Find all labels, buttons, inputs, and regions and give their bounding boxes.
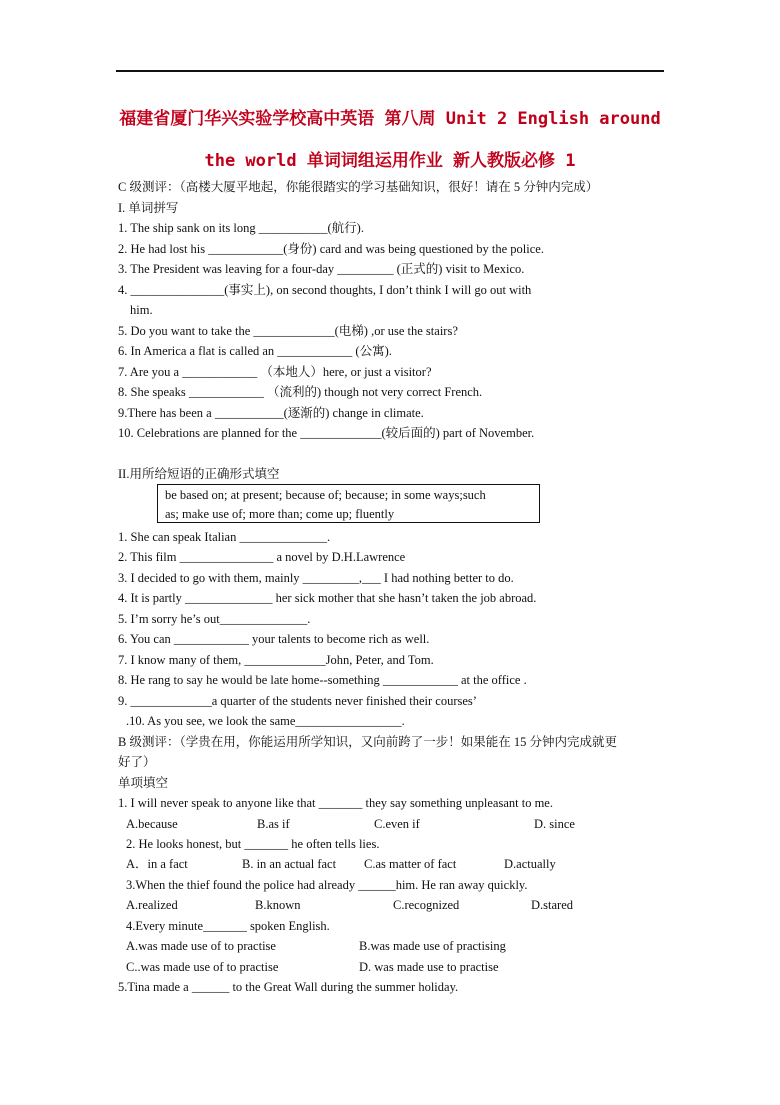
top-rule [116,70,664,72]
option-b: B.known [255,898,301,912]
option-c: C.as matter of fact [364,857,457,871]
option-b: B.was made use of practising [359,939,506,953]
option-d: D. since [534,817,575,831]
option-b: B.as if [257,817,290,831]
list-item: 6. You can ____________ your talents to become rich as well. [118,632,430,646]
option-d: D.stared [531,898,573,912]
option-d: D. was made use to practise [359,960,499,974]
section-b-intro: B 级测评：（学贵在用，你能运用所学知识，又向前跨了一步！如果能在 15 分钟内完成就更 [118,735,617,749]
option-c: C.recognized [393,898,460,912]
list-item: 4. _______________(事实上), on second thoughts, I don’t think I will go out with [118,283,532,297]
list-item: 7. I know many of them, _____________John, Peter, and Tom. [118,653,434,667]
list-item: 3. The President was leaving for a four-day _________ (正式的) visit to Mexico. [118,262,525,276]
list-item: 3. I decided to go with them, mainly _________,___ I had nothing better to do. [118,571,514,585]
list-item-continuation: him. [130,303,153,317]
part1-heading: I. 单词拼写 [118,201,179,215]
list-item: 4. It is partly ______________ her sick mother that she hasn’t taken the job abroad. [118,591,537,605]
option-b: B. in an actual fact [242,857,337,871]
list-item: 2. He had lost his ____________(身份) card and was being questioned by the police. [118,242,544,256]
option-a: A.realized [126,898,178,912]
phrase-box-line: as; make use of; more than; come up; fluently [165,507,395,521]
option-a: A．in a fact [126,857,188,871]
phrase-box [157,484,540,523]
list-item: 6. In America a flat is called an ____________ (公寓). [118,344,392,358]
option-c: C.even if [374,817,420,831]
section-b-intro-continuation: 好了） [118,755,156,769]
option-d: D.actually [504,857,556,871]
question: 2. He looks honest, but _______ he often tells lies. [126,837,380,851]
section-c-intro: C 级测评：（高楼大厦平地起，你能很踏实的学习基础知识，很好！请在 5 分钟内完成） [118,180,599,194]
list-item: 1. She can speak Italian ______________. [118,530,331,544]
part2-heading: II.用所给短语的正确形式填空 [118,467,280,481]
question: 4.Every minute_______ spoken English. [126,919,330,933]
list-item: 5. I’m sorry he’s out______________. [118,612,311,626]
phrase-box-line: be based on; at present; because of; because; in some ways;such [165,488,486,502]
question: 5.Tina made a ______ to the Great Wall during the summer holiday. [118,980,459,994]
option-a: A.was made use of to practise [126,939,276,953]
option-c: C..was made use of to practise [126,960,279,974]
list-item: 5. Do you want to take the _____________(电梯) ,or use the stairs? [118,324,458,338]
list-item: 9.There has been a ___________(逐渐的) change in climate. [118,406,424,420]
question: 3.When the thief found the police had already ______him. He ran away quickly. [126,878,528,892]
list-item: 9. _____________a quarter of the students never finished their courses’ [118,694,477,708]
list-item: 1. The ship sank on its long ___________(航行). [118,221,364,235]
list-item: 8. He rang to say he would be late home--something ____________ at the office . [118,673,527,687]
list-item: 7. Are you a ____________ （本地人）here, or just a visitor? [118,365,432,379]
list-item: 8. She speaks ____________ （流利的) though not very correct French. [118,385,483,399]
title-line-2: the world 单词词组运用作业 新人教版必修 1 [204,151,576,171]
list-item: 2. This film _______________ a novel by D.H.Lawrence [118,550,406,564]
list-item: 10. Celebrations are planned for the _____________(较后面的) part of November. [118,426,535,440]
option-a: A.because [126,817,178,831]
question: 1. I will never speak to anyone like that _______ they say something unpleasant to me. [118,796,553,810]
title-line-1: 福建省厦门华兴实验学校高中英语 第八周 Unit 2 English around [119,109,661,129]
list-item: .10. As you see, we look the same_________________. [126,714,405,728]
single-choice-heading: 单项填空 [118,776,169,790]
